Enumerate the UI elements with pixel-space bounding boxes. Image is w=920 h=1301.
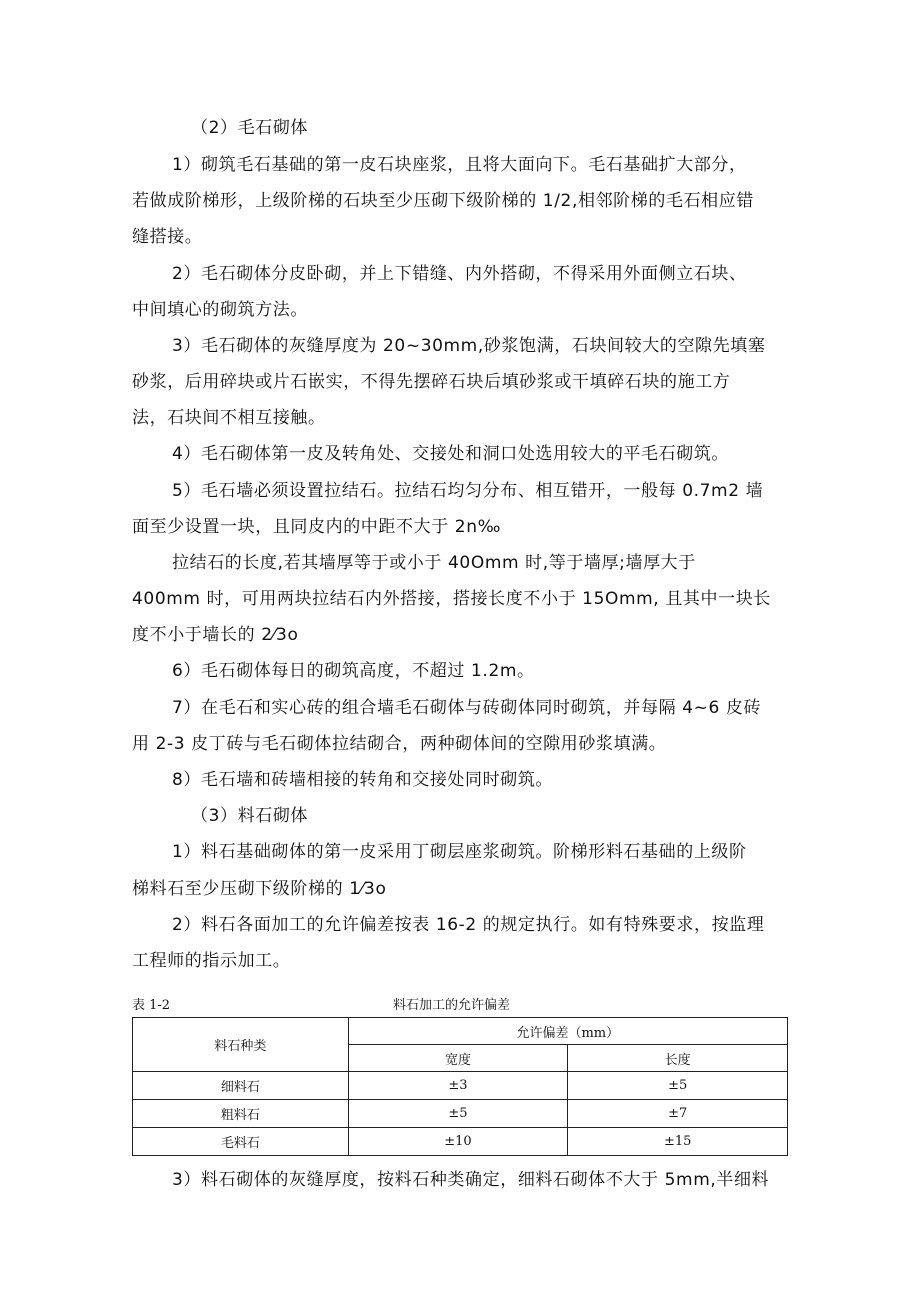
- paragraph-line: 1）砌筑毛石基础的第一皮石块座浆，且将大面向下。毛石基础扩大部分，: [172, 155, 747, 175]
- paragraph-line: 用 2-3 皮丁砖与毛石砌体拉结砌合，两种砌体间的空隙用砂浆填满。: [132, 734, 667, 754]
- cell-width: ±10: [348, 1128, 568, 1156]
- cell-length: ±15: [568, 1128, 788, 1156]
- paragraph-line: 6）毛石砌体每日的砌筑高度，不超过 1.2m。: [172, 661, 535, 681]
- table-label: 表 1-2: [132, 998, 171, 1013]
- header-length: 长度: [568, 1045, 788, 1072]
- section-heading-rubble-masonry: （2）毛石砌体: [191, 118, 309, 138]
- paragraph-line: 度不小于墙长的 2⁄3o: [132, 625, 299, 645]
- cell-length: ±5: [568, 1072, 788, 1100]
- cell-stone-type: 毛料石: [133, 1128, 349, 1156]
- paragraph-line: 2）毛石砌体分皮卧砌，并上下错缝、内外搭砌，不得采用外面侧立石块、: [172, 264, 747, 284]
- cell-stone-type: 粗料石: [133, 1100, 349, 1128]
- paragraph-line: 5）毛石墙必须设置拉结石。拉结石均匀分布、相互错开，一般每 0.7m2 墙: [172, 481, 764, 501]
- section-heading-dressed-stone: （3）料石砌体: [191, 806, 309, 826]
- paragraph-line: 砂浆，后用碎块或片石嵌实，不得先摆碎石块后填砂浆或干填碎石块的施工方: [132, 372, 731, 392]
- tolerance-table: [132, 1017, 788, 1156]
- header-stone-type: 料石种类: [133, 1018, 349, 1072]
- paragraph-line: 2）料石各面加工的允许偏差按表 16-2 的规定执行。如有特殊要求，按监理: [172, 915, 765, 935]
- paragraph-line: 7）在毛石和实心砖的组合墙毛石砌体与砖砌体同时砌筑，并每隔 4~6 皮砖: [172, 698, 762, 718]
- table-row: [133, 1128, 788, 1156]
- paragraph-line: 若做成阶梯形，上级阶梯的石块至少压砌下级阶梯的 1/2,相邻阶梯的毛石相应错: [132, 191, 754, 211]
- header-width: 宽度: [348, 1045, 568, 1072]
- paragraph-line: 3）料石砌体的灰缝厚度，按料石种类确定，细料石砌体不大于 5mm,半细料: [172, 1170, 770, 1190]
- paragraph-line: 缝搭接。: [132, 227, 203, 247]
- table-title: 料石加工的允许偏差: [393, 998, 511, 1013]
- paragraph-line: 中间填心的砌筑方法。: [132, 300, 308, 320]
- paragraph-line: 法，石块间不相互接触。: [132, 408, 326, 428]
- table-row: [133, 1100, 788, 1128]
- paragraph-line: 8）毛石墙和砖墙相接的转角和交接处同时砌筑。: [172, 770, 554, 790]
- paragraph-line: 3）毛石砌体的灰缝厚度为 20~30mm,砂浆饱满，石块间较大的空隙先填塞: [172, 336, 766, 356]
- paragraph-line: 400mm 时，可用两块拉结石内外搭接，搭接长度不小于 15Omm, 且其中一块长: [132, 589, 771, 609]
- cell-width: ±5: [348, 1100, 568, 1128]
- paragraph-line: 工程师的指示加工。: [132, 951, 291, 971]
- paragraph-line: 拉结石的长度,若其墙厚等于或小于 40Omm 时,等于墙厚;墙厚大于: [172, 553, 696, 573]
- cell-stone-type: 细料石: [133, 1072, 349, 1100]
- paragraph-line: 4）毛石砌体第一皮及转角处、交接处和洞口处选用较大的平毛石砌筑。: [172, 444, 730, 464]
- cell-width: ±3: [348, 1072, 568, 1100]
- table-row: [133, 1072, 788, 1100]
- cell-length: ±7: [568, 1100, 788, 1128]
- paragraph-line: 1）料石基础砌体的第一皮采用丁砌层座浆砌筑。阶梯形料石基础的上级阶: [172, 842, 747, 862]
- header-allowed-deviation: 允许偏差（mm）: [348, 1018, 787, 1045]
- paragraph-line: 梯料石至少压砌下级阶梯的 1⁄3o: [132, 879, 387, 899]
- paragraph-line: 面至少设置一块，且同皮内的中距不大于 2n‰: [132, 517, 502, 537]
